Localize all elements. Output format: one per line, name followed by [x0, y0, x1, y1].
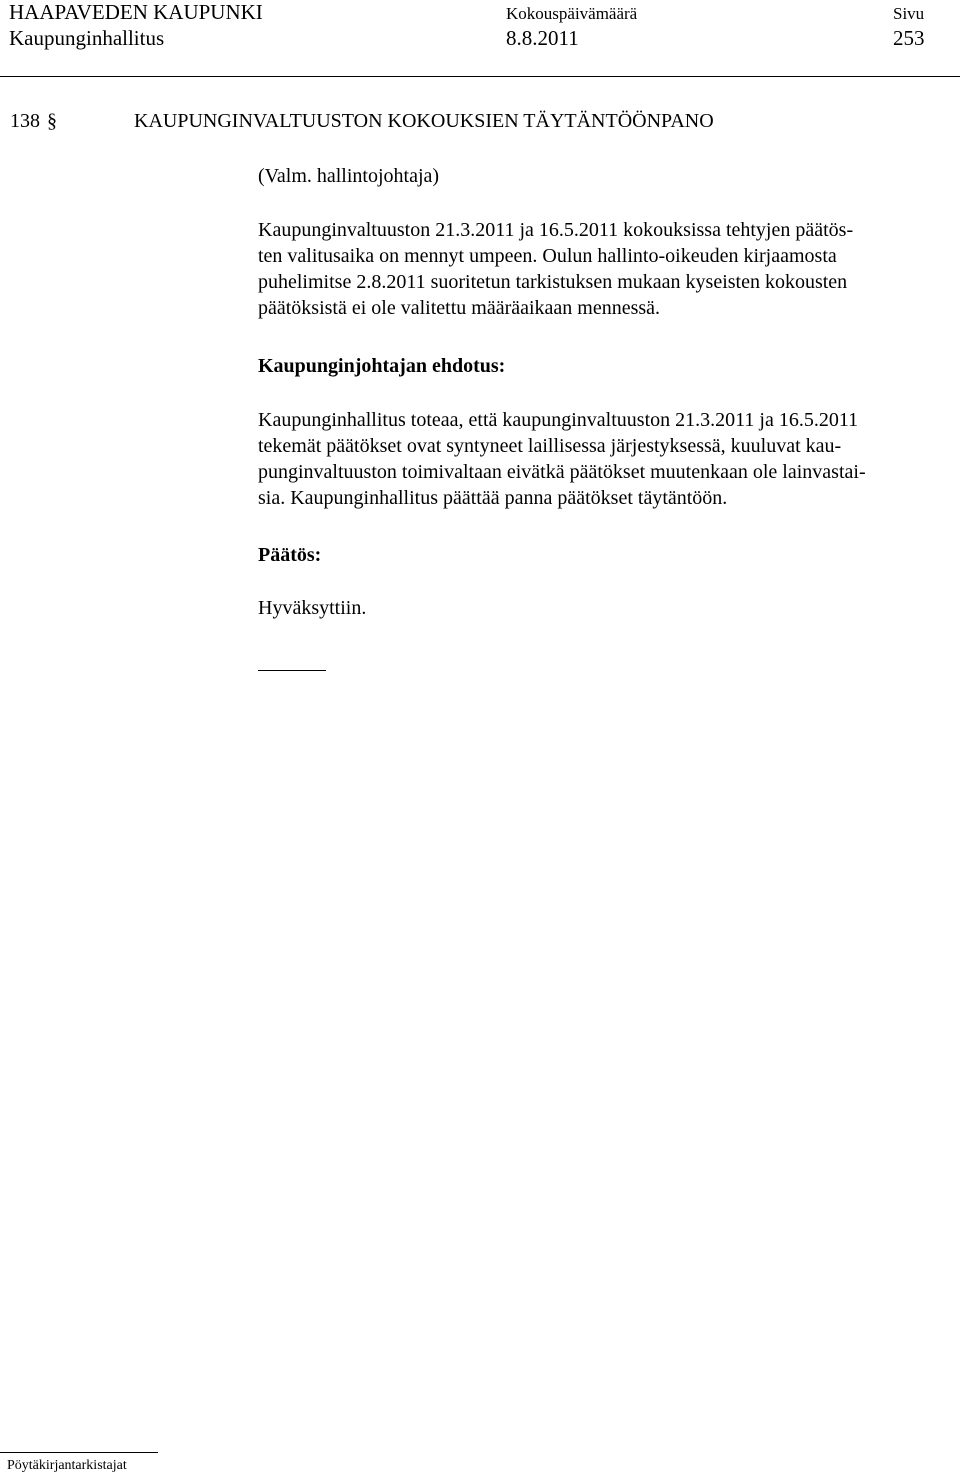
proposal-paragraph: [258, 407, 958, 511]
intro-paragraph: [258, 217, 958, 321]
proposal-line: Kaupunginhallitus toteaa, että kaupunginvaltuuston 21.3.2011 ja 16.5.2011: [258, 409, 859, 431]
proposal-line: sia. Kaupunginhallitus päättää panna päätökset täytäntöön.: [258, 487, 728, 509]
decision-text: Hyväksyttiin.: [258, 597, 367, 619]
header-org: HAAPAVEDEN KAUPUNKI: [9, 0, 263, 24]
proposal-line: tekemät päätökset ovat syntyneet laillisessa järjestyksessä, kuuluvat kau-: [258, 435, 842, 457]
decision-heading: Päätös:: [258, 544, 322, 566]
intro-line: päätöksistä ei ole valitettu määräaikaan mennessä.: [258, 297, 661, 319]
header-date: 8.8.2011: [506, 26, 579, 50]
proposal-heading: Kaupunginjohtajan ehdotus:: [258, 355, 506, 377]
footer-label: Pöytäkirjantarkistajat: [7, 1458, 127, 1473]
intro-line: puhelimitse 2.8.2011 suoritetun tarkistuksen mukaan kyseisten kokousten: [258, 271, 848, 293]
decision-end-line: [258, 670, 326, 671]
intro-line: ten valitusaika on mennyt umpeen. Oulun hallinto-oikeuden kirjaamosta: [258, 245, 837, 267]
header-body: Kaupunginhallitus: [9, 26, 165, 50]
header-page-label: Sivu: [893, 4, 925, 23]
header-divider: [0, 76, 960, 77]
section-title: KAUPUNGINVALTUUSTON KOKOUKSIEN TÄYTÄNTÖÖNPANO: [134, 110, 714, 132]
header-page-number: 253: [893, 26, 925, 50]
proposal-line: punginvaltuuston toimivaltaan eivätkä päätökset muutenkaan ole lainvastai-: [258, 461, 866, 483]
preparer: (Valm. hallintojohtaja): [258, 165, 440, 187]
header-date-label: Kokouspäivämäärä: [506, 4, 638, 23]
section-number: 138: [10, 110, 40, 132]
footer-signature-line: [0, 1452, 158, 1453]
intro-line: Kaupunginvaltuuston 21.3.2011 ja 16.5.2011 kokouksissa tehtyjen päätös-: [258, 219, 854, 241]
section-symbol: §: [47, 110, 57, 132]
